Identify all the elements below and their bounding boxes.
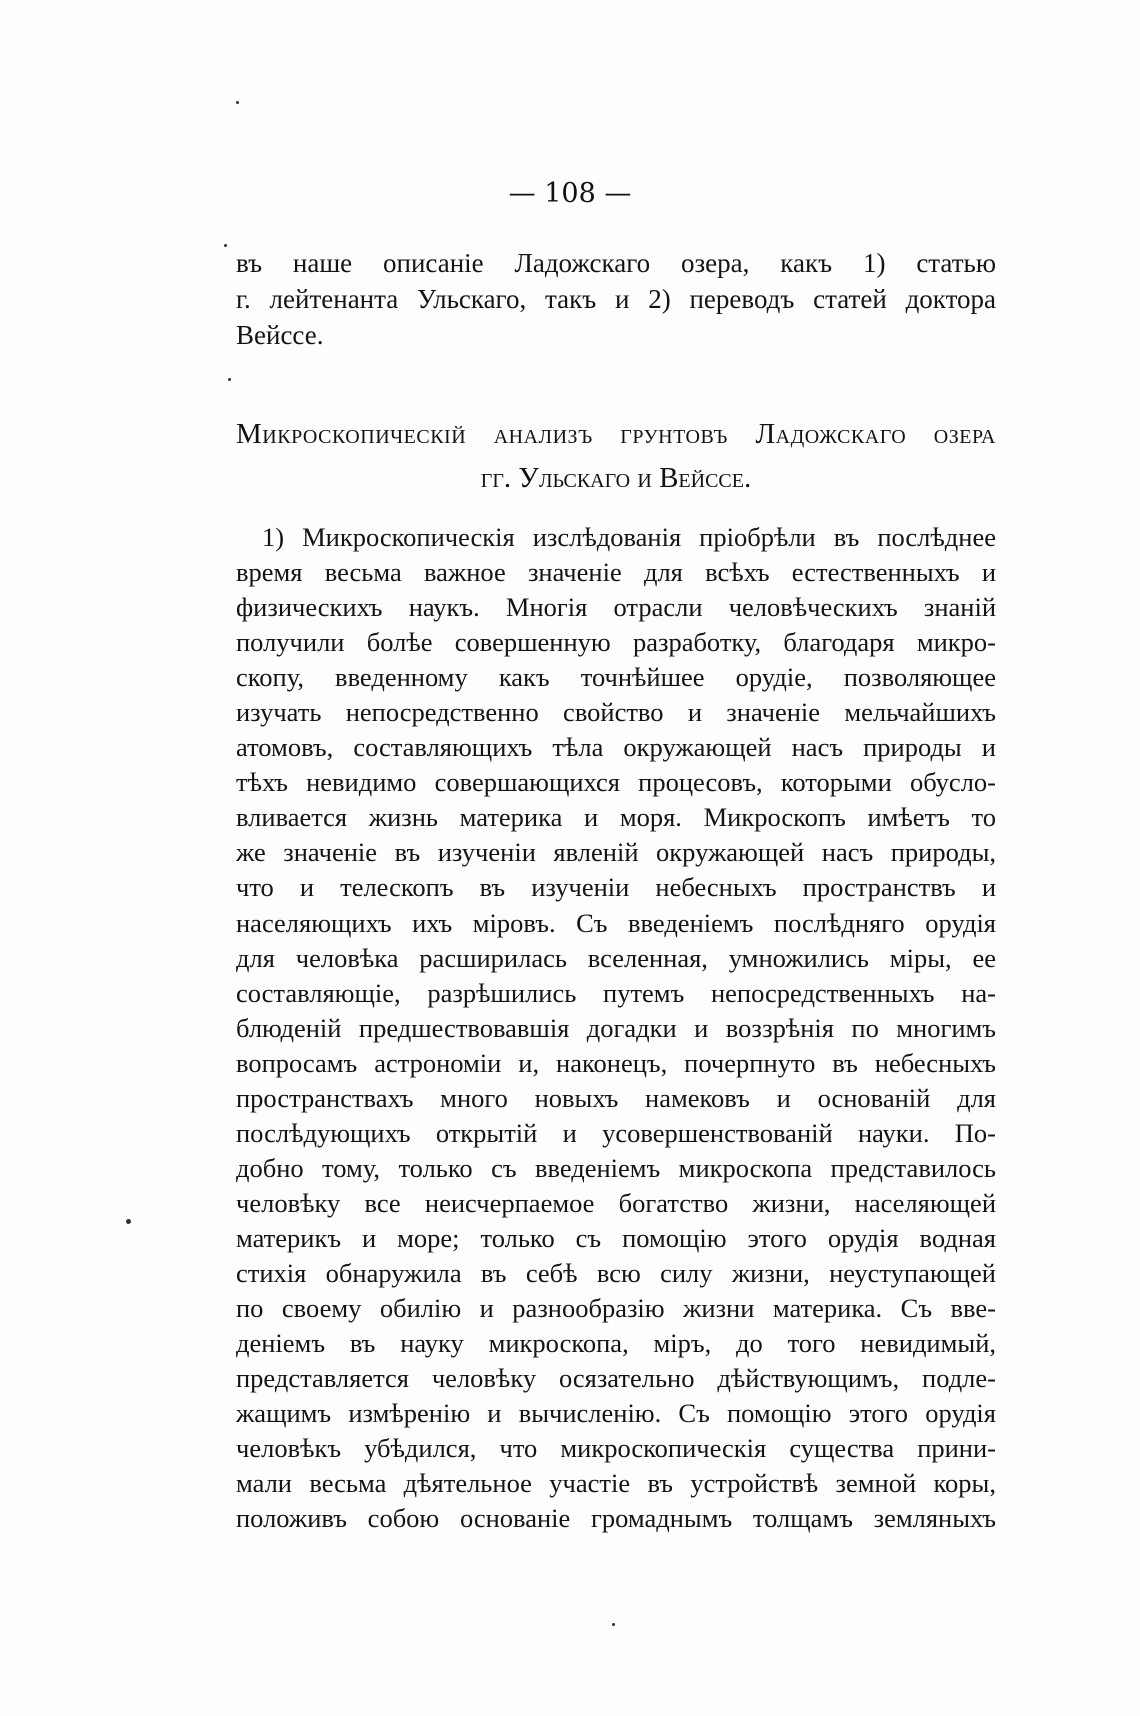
text-line: тѣхъ невидимо совершающихся процесовъ, которыми обусло- (236, 767, 996, 798)
text-line: изучать непосредственно свойство и значеніе мельчайшихъ (236, 697, 996, 728)
text-line: Вейссе. (236, 320, 324, 350)
text-line: для человѣка расширилась вселенная, умножились міры, ее (236, 942, 996, 973)
intro-paragraph (236, 245, 996, 353)
text-line: пространствахъ много новыхъ намековъ и основаній для (236, 1082, 996, 1113)
text-line: что и телескопъ въ изученіи небесныхъ пространствъ и (236, 872, 996, 903)
text-line: деніемъ въ науку микроскопа, міръ, до того невидимый, (236, 1328, 996, 1359)
text-line: жащимъ измѣренію и вычисленію. Съ помощію этого орудія (236, 1398, 996, 1429)
text-line: физическихъ наукъ. Многія отрасли человѣческихъ знаній (236, 592, 996, 623)
text-line: мали весьма дѣятельное участіе въ устройствѣ земной коры, (236, 1468, 996, 1499)
text-line: представляется человѣку осязательно дѣйствующимъ, подле- (236, 1363, 996, 1394)
text-line: материкъ и море; только съ помощію этого орудія водная (236, 1222, 996, 1253)
text-line: получили болѣе совершенную разработку, благодаря микро- (236, 627, 996, 658)
text-line: же значеніе въ изученіи явленій окружающей насъ природы, (236, 837, 996, 868)
text-line: атомовъ, составляющихъ тѣла окружающей насъ природы и (236, 732, 996, 763)
text-line: въ наше описаніе Ладожскаго озера, какъ 1) статью (236, 248, 996, 278)
text-line: 1) Микроскопическія изслѣдованія пріобрѣли въ послѣднее (262, 522, 996, 552)
heading-line-2: гг. Ульскаго и Вейссе. (480, 462, 752, 494)
text-line: скопу, введенному какъ точнѣйшее орудіе, позволяющее (236, 662, 996, 693)
text-line: человѣкъ убѣдился, что микроскопическія существа прини- (236, 1433, 996, 1464)
print-speck (224, 244, 227, 247)
text-line: г. лейтенанта Ульскаго, такъ и 2) переводъ статей доктора (236, 284, 996, 314)
text-line: вопросамъ астрономіи и, наконецъ, почерпнуто въ небесныхъ (236, 1047, 996, 1078)
print-speck (228, 378, 231, 381)
print-speck (612, 1623, 615, 1626)
text-line: по своему обилію и разнообразію жизни материка. Съ вве- (236, 1293, 996, 1324)
page-number: — 108 — (508, 178, 632, 209)
text-line: вливается жизнь материка и моря. Микроскопъ имѣетъ то (236, 802, 996, 833)
body-paragraph (236, 520, 996, 1536)
print-speck (236, 101, 239, 104)
section-heading (236, 412, 996, 500)
text-line: составляющіе, разрѣшились путемъ непосредственныхъ на- (236, 977, 996, 1008)
text-line: человѣку все неисчерпаемое богатство жизни, населяющей (236, 1187, 996, 1218)
heading-line-1: Микроскопическій анализъ грунтовъ Ладожскаго озера (236, 418, 996, 450)
text-line: время весьма важное значеніе для всѣхъ естественныхъ и (236, 557, 996, 588)
text-line: стихія обнаружила въ себѣ всю силу жизни, неуступающей (236, 1257, 996, 1288)
text-line: блюденій предшествовавшія догадки и воззрѣнія по многимъ (236, 1012, 996, 1043)
text-line: положивъ собою основаніе громаднымъ толщамъ земляныхъ (236, 1503, 996, 1534)
print-speck (126, 1219, 131, 1224)
text-line: населяющихъ ихъ міровъ. Съ введеніемъ послѣдняго орудія (236, 907, 996, 938)
text-line: добно тому, только съ введеніемъ микроскопа представилось (236, 1152, 996, 1183)
text-line: послѣдующихъ открытій и усовершенствованій науки. По- (236, 1117, 996, 1148)
